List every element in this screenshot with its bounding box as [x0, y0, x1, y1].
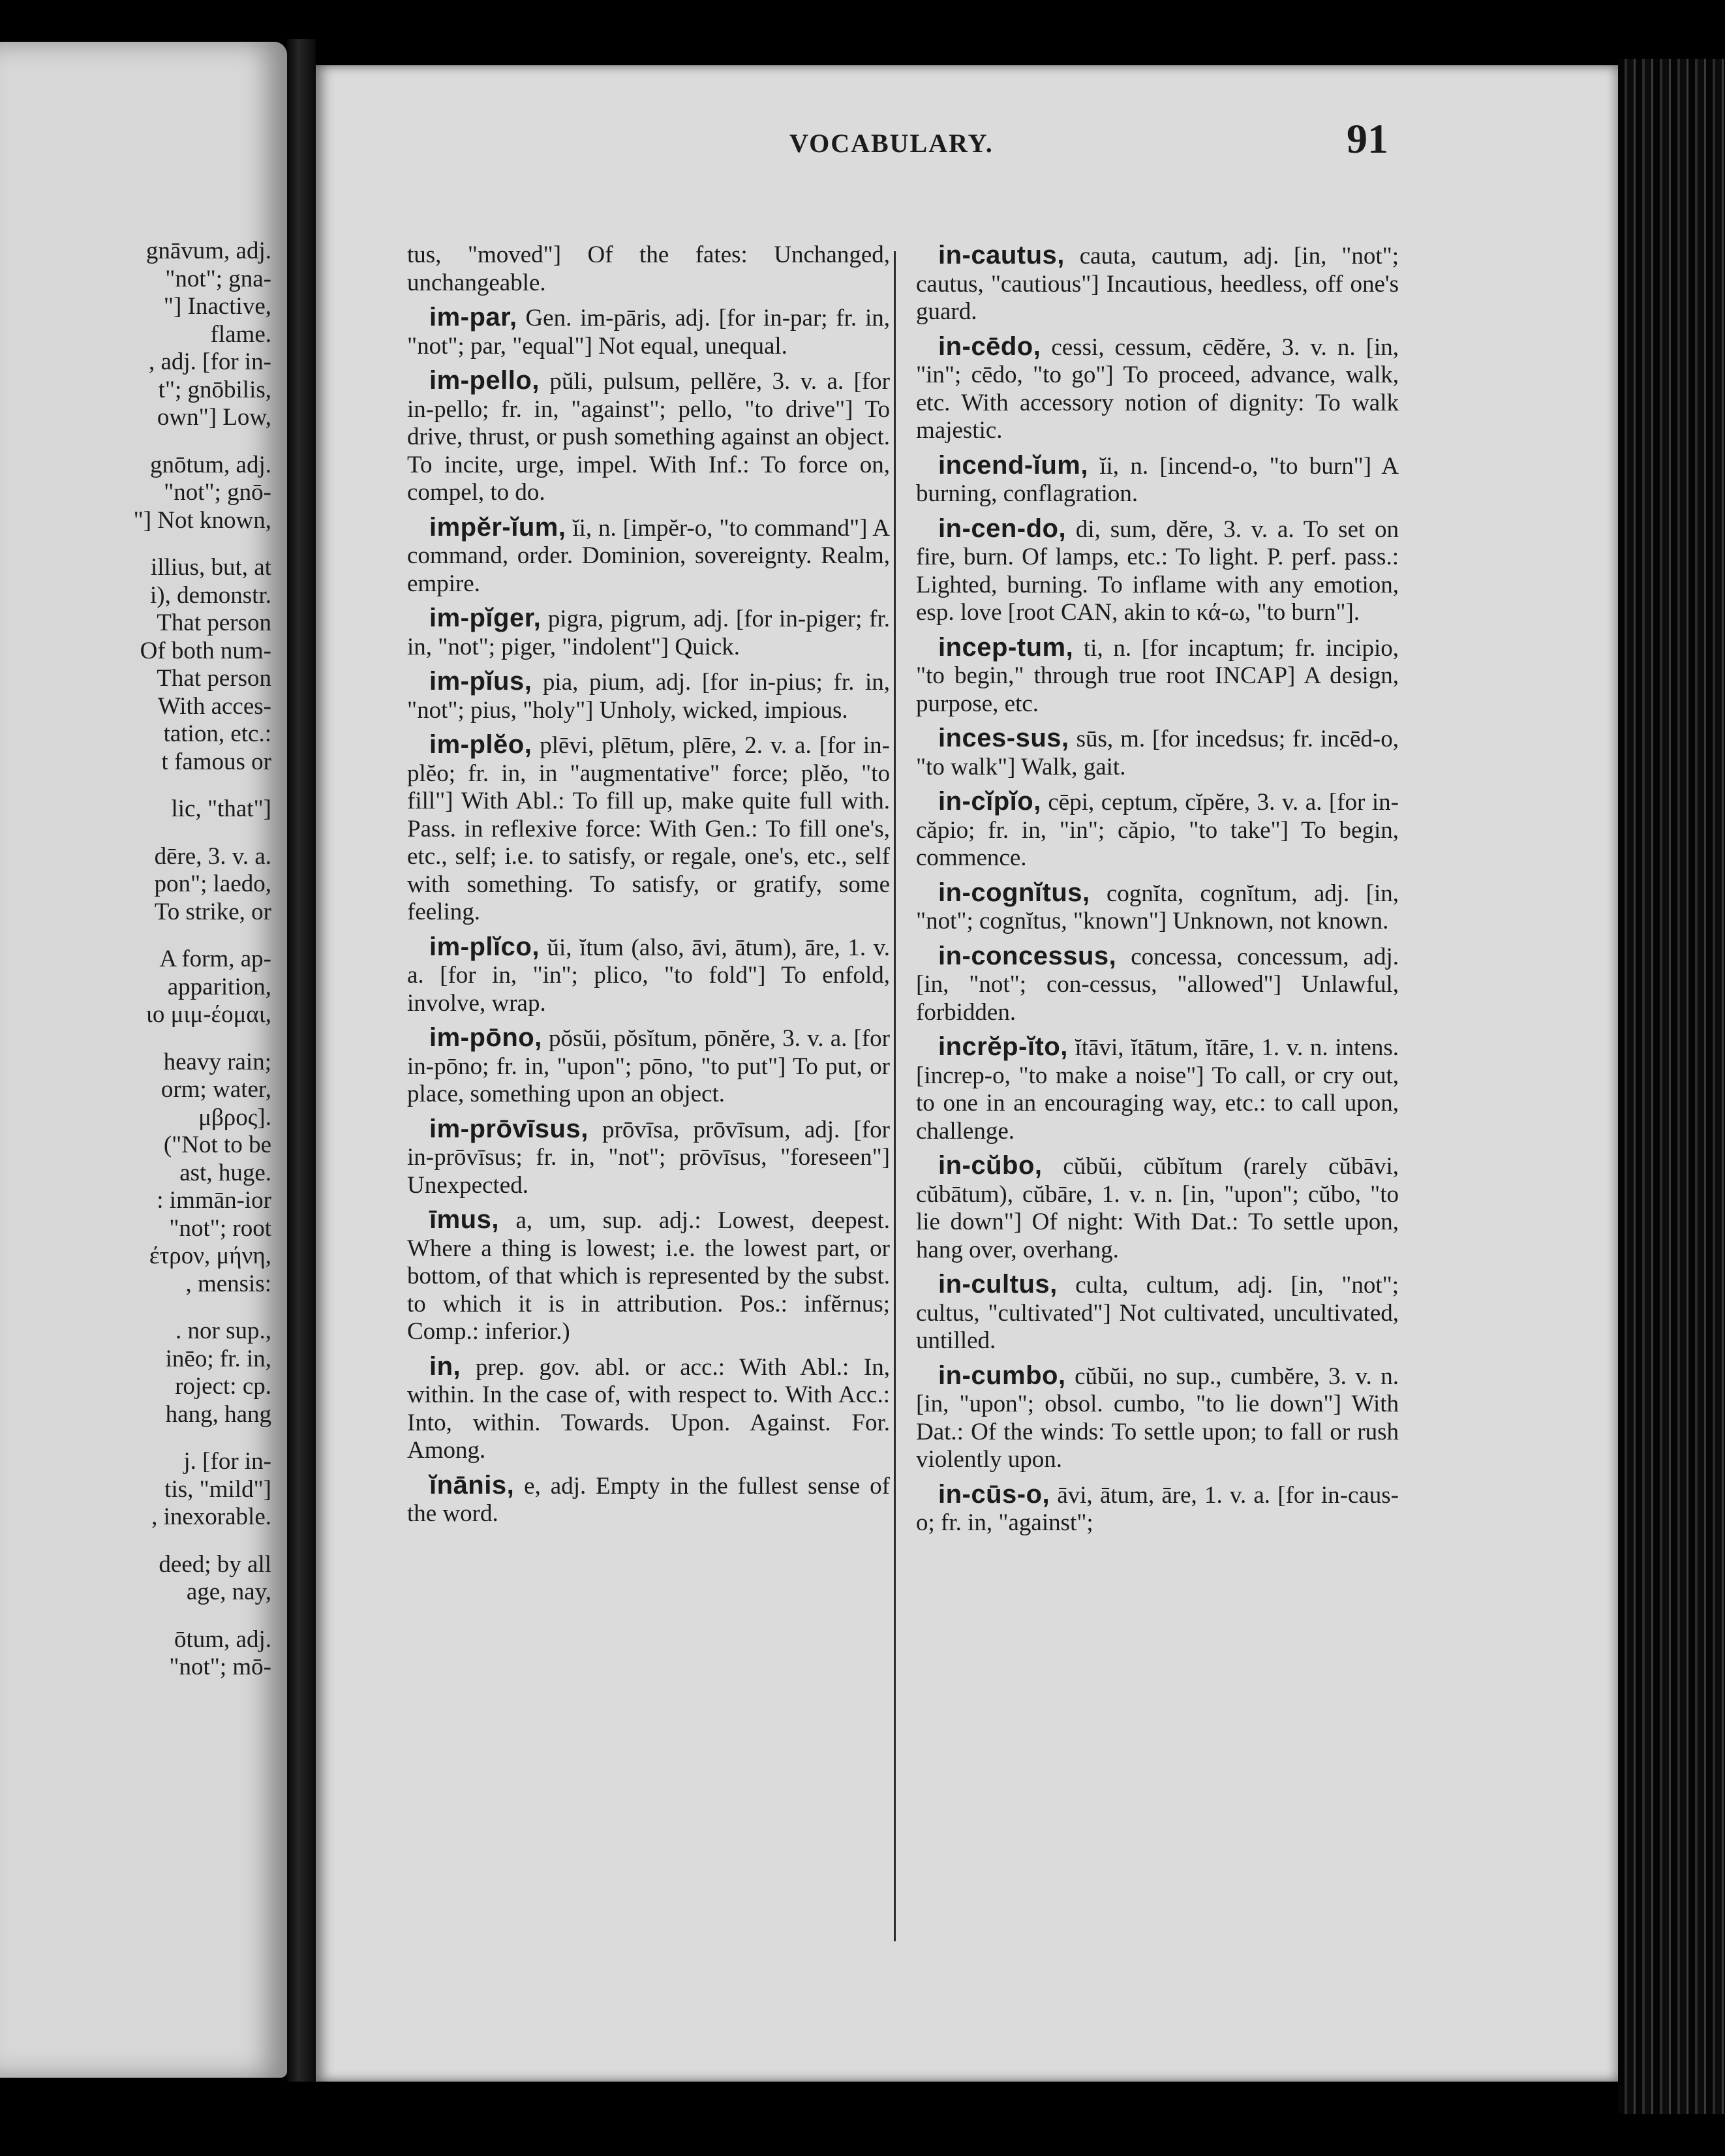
left-page-line: ("Not to be — [163, 1132, 271, 1158]
entry-definition: tus, "moved"] Of the fates: Unchanged, unchangeable. — [407, 241, 890, 296]
left-page-line: "not"; gna- — [165, 265, 271, 292]
left-page-line: flame. — [210, 320, 271, 348]
left-page-text — [0, 238, 271, 1682]
dictionary-entry — [407, 933, 890, 1018]
left-page-line: gnāvum, adj. — [145, 238, 271, 264]
left-page-line: Of both num- — [140, 637, 271, 664]
dictionary-entry — [407, 303, 890, 360]
dictionary-entry — [407, 1024, 890, 1109]
dictionary-entry — [407, 1115, 890, 1200]
left-page-line: , mensis: — [185, 1270, 271, 1297]
entry-headword: in-cŭbo, — [938, 1151, 1043, 1180]
left-page-line — [0, 926, 271, 946]
left-page-line: orm; water, — [160, 1076, 271, 1103]
dictionary-entry — [407, 604, 890, 661]
entry-headword: in-cautus, — [938, 241, 1065, 270]
left-page-line: roject: cp. — [175, 1373, 271, 1400]
entry-headword: im-pĭus, — [429, 667, 532, 696]
dictionary-entry — [916, 879, 1399, 936]
left-page-line: . nor sup., — [176, 1317, 271, 1344]
left-page-line: inēo; fr. in, — [165, 1345, 271, 1372]
dictionary-entry — [407, 1471, 890, 1528]
entry-headword: in, — [429, 1351, 461, 1381]
dictionary-entry — [407, 1353, 890, 1465]
left-page-line: "not"; gnō- — [164, 479, 271, 506]
left-page-line: pon"; laedo, — [154, 870, 271, 897]
dictionary-entry — [407, 668, 890, 724]
entry-definition: prōvīsa, prōvīsum, adj. [for in-prōvīsus; fr. in, "not"; prōvīsus, "foreseen"] Unexpected. — [407, 1116, 891, 1199]
entry-headword: im-plĕo, — [429, 730, 532, 759]
left-page-line: With acces- — [157, 692, 271, 720]
left-page-line: dēre, 3. v. a. — [154, 842, 271, 870]
entry-definition: cognĭta, cognĭtum, adj. [in, "not"; cognĭtus, "known"] Unknown, not known. — [916, 880, 1399, 934]
entry-headword: incep-tum, — [938, 632, 1074, 662]
dictionary-entry — [916, 634, 1399, 718]
left-page-line: t"; gnōbilis, — [158, 376, 271, 403]
entry-headword: im-pōno, — [429, 1023, 542, 1052]
left-page-line: ast, huge. — [179, 1159, 271, 1186]
entry-headword: in-cen-do, — [938, 514, 1067, 543]
entry-definition: cessi, cessum, cēdĕre, 3. v. n. [in, "in"; cēdo, "to go"] To proceed, advance, walk, etc. With accessory notion of dignity: To walk majestic. — [916, 333, 1399, 444]
dictionary-entry — [407, 1206, 890, 1346]
left-page-line: own"] Low, — [157, 404, 271, 431]
left-page-line: tis, "mild"] — [164, 1475, 271, 1503]
left-page-line: That person — [157, 609, 271, 636]
left-page-line: illius, but, at — [151, 554, 271, 581]
left-page-line: ōtum, adj. — [174, 1625, 271, 1653]
left-page-line: "not"; mō- — [169, 1654, 271, 1680]
left-page-line: That person — [157, 665, 271, 692]
dictionary-entry — [916, 1481, 1399, 1537]
left-page-line: age, nay, — [186, 1578, 271, 1605]
left-page-line: heavy rain; — [163, 1048, 271, 1075]
entry-headword: im-par, — [429, 303, 517, 331]
entry-headword: im-plĭco, — [429, 932, 540, 961]
left-page-line: ιο μιμ-έομαι, — [145, 1001, 271, 1028]
left-page-line: deed; by all — [159, 1550, 271, 1578]
left-column — [407, 241, 890, 1535]
entry-headword: incend-ĭum, — [938, 450, 1088, 480]
entry-headword: im-pĭger, — [429, 604, 542, 632]
page-edges — [1618, 59, 1725, 2114]
dictionary-entry — [916, 1362, 1399, 1474]
entry-definition: pigra, pigrum, adj. [for in-piger; fr. in, "not"; piger, "indolent"] Quick. — [407, 606, 890, 660]
entry-definition: cŭbŭi, no sup., cumbĕre, 3. v. n. [in, "upon"; obsol. cumbo, "to lie down"] With Dat.: Of the winds: To settle upon; to fall or rush violently upon. — [916, 1363, 1399, 1473]
entry-definition: pŭli, pulsum, pellĕre, 3. v. a. [for in-pello; fr. in, "against"; pello, "to drive"] To drive, thrust, or push something against an object. To incite, urge, impel. With Inf.: To force on, compel, to do. — [407, 368, 891, 506]
left-page-line: μβρος]. — [198, 1103, 271, 1131]
entry-definition: ŭi, ĭtum (also, āvi, ātum), āre, 1. v. a. [for in, "in"; plico, "to fold"] To enfold, involve, wrap. — [407, 934, 890, 1017]
left-page-line: apparition, — [167, 973, 271, 1000]
left-page-line: "not"; root — [169, 1214, 271, 1242]
left-page-line — [0, 1298, 271, 1317]
entry-definition: cēpi, ceptum, cĭpĕre, 3. v. a. [for in-căpio; fr. in, "in"; căpio, "to take"] To begin, commence. — [916, 789, 1399, 871]
left-page-line: tation, etc.: — [163, 720, 271, 747]
dictionary-entry — [916, 942, 1399, 1027]
left-page-line — [0, 776, 271, 795]
entry-headword: in-cĭpĭo, — [938, 787, 1041, 816]
entry-definition: e, adj. Empty in the fullest sense of the word. — [407, 1472, 890, 1527]
entry-definition: concessa, concessum, adj. [in, "not"; con-cessus, "allowed"] Unlawful, forbidden. — [916, 943, 1399, 1026]
dictionary-entry — [916, 788, 1399, 872]
left-page-line — [0, 1607, 271, 1626]
left-page-line: lic, "that"] — [171, 795, 271, 822]
left-page-line: A form, ap- — [159, 946, 271, 972]
dictionary-entry — [407, 367, 890, 507]
entry-headword: in-cumbo, — [938, 1361, 1066, 1390]
dictionary-entry — [916, 1152, 1399, 1264]
left-page-line — [0, 534, 271, 554]
entry-headword: im-prōvīsus, — [429, 1114, 588, 1143]
entry-definition: āvi, ātum, āre, 1. v. a. [for in-caus-o; fr. in, "against"; — [916, 1481, 1399, 1536]
left-page-line: To strike, or — [154, 898, 271, 925]
entry-headword: in-cultus, — [938, 1270, 1058, 1299]
right-column — [916, 241, 1399, 1544]
dictionary-entry — [916, 1033, 1399, 1145]
entry-definition: pŏsŭi, pŏsĭtum, pōnĕre, 3. v. a. [for in-pōno; fr. in, "upon"; pōno, "to put"] To put, or place, something upon an object. — [407, 1025, 890, 1107]
left-page-line: "] Not known, — [133, 506, 271, 534]
left-page-line: t famous or — [161, 748, 271, 775]
entry-headword: in-cognĭtus, — [938, 878, 1090, 907]
left-page-line: i), demonstr. — [149, 581, 271, 609]
entry-definition: pia, pium, adj. [for in-pius; fr. in, "not"; pius, "holy"] Unholy, wicked, impious. — [407, 669, 890, 724]
left-page-line — [0, 1532, 271, 1551]
dictionary-entry — [407, 731, 890, 927]
entry-definition: sūs, m. [for incedsus; fr. incēd-o, "to walk"] Walk, gait. — [916, 726, 1399, 780]
entry-definition: ti, n. [for incaptum; fr. incipio, "to begin," through true root INCAP] A design, purpose, etc. — [916, 634, 1399, 717]
left-page-line: hang, hang — [165, 1400, 271, 1428]
left-page-line: j. [for in- — [183, 1448, 271, 1475]
entry-headword: inces-sus, — [938, 724, 1069, 752]
left-page-line: , inexorable. — [151, 1503, 271, 1530]
dictionary-entry — [407, 241, 890, 297]
left-page — [0, 42, 287, 2078]
dictionary-entry — [916, 241, 1399, 326]
entry-headword: in-concessus, — [938, 941, 1117, 970]
page-number: 91 — [1347, 116, 1388, 162]
entry-definition: ĭtāvi, ĭtātum, ĭtāre, 1. v. n. intens. [increp-o, "to make a noise"] To call, or cry out, to one in an encouraging way, etc.: to call upon, challenge. — [916, 1034, 1399, 1145]
entry-headword: in-cēdo, — [938, 331, 1041, 361]
entry-definition: plēvi, plētum, plēre, 2. v. a. [for in-plĕo; fr. in, in "augmentative" force; plĕo, "to fill"] With Abl.: To fill up, make quite full with. Pass. in reflexive force: With Gen.: To fill one's, etc., self; i.e. to satisfy, or regale, one's, etc., self with something. To satisfy, or gratify, some feeling. — [407, 732, 890, 925]
entry-headword: im-pello, — [429, 366, 540, 395]
entry-definition: cŭbŭi, cŭbĭtum (rarely cŭbāvi, cŭbātum), cŭbāre, 1. v. n. [in, "upon"; cŭbo, "to lie down"] Of night: With Dat.: To settle upon, hang over, overhang. — [916, 1153, 1399, 1263]
entry-headword: īmus, — [429, 1205, 499, 1234]
book-gutter — [287, 39, 316, 2082]
left-page-line — [0, 1428, 271, 1448]
dictionary-entry — [916, 1270, 1399, 1355]
entry-definition: Gen. im-pāris, adj. [for in-par; fr. in, "not"; par, "equal"] Not equal, unequal. — [407, 305, 890, 360]
dictionary-entry — [916, 724, 1399, 781]
entry-headword: in-cūs-o, — [938, 1479, 1050, 1509]
dictionary-entry — [407, 514, 890, 598]
entry-definition: cauta, cautum, adj. [in, "not"; cautus, "cautious"] Incautious, heedless, off one's guard. — [916, 243, 1399, 325]
dictionary-entry — [916, 515, 1399, 627]
running-head: VOCABULARY. — [789, 129, 994, 158]
left-page-line: gnōtum, adj. — [149, 451, 271, 478]
left-page-line — [0, 1029, 271, 1049]
dictionary-entry — [916, 333, 1399, 445]
left-page-line — [0, 432, 271, 452]
entry-definition: culta, cultum, adj. [in, "not"; cultus, "cultivated"] Not cultivated, uncultivated, untilled. — [916, 1272, 1399, 1354]
column-divider — [894, 251, 896, 1941]
entry-definition: ĭi, n. [impĕr-o, "to command"] A command, order. Dominion, sovereignty. Realm, empire. — [407, 514, 891, 597]
left-page-line — [0, 824, 271, 843]
entry-definition: a, um, sup. adj.: Lowest, deepest. Where a thing is lowest; i.e. the lowest part, or bottom, of that which is represented by the subst. to which it is in attribution. Pos.: infĕrnus; Comp.: inferior.) — [407, 1207, 891, 1345]
entry-definition: ĭi, n. [incend-o, "to burn"] A burning, conflagration. — [916, 452, 1399, 507]
entry-headword: impĕr-ĭum, — [429, 512, 566, 542]
left-page-line: : immān-ior — [157, 1187, 271, 1214]
left-page-line: "] Inactive, — [163, 293, 271, 320]
dictionary-entry — [916, 452, 1399, 508]
entry-definition: prep. gov. abl. or acc.: With Abl.: In, within. In the case of, with respect to. With Acc.: Into, within. Towards. Upon. Against. For. Among. — [407, 1353, 891, 1464]
right-page — [316, 65, 1618, 2082]
entry-headword: ĭnānis, — [429, 1470, 515, 1500]
left-page-line: , adj. [for in- — [148, 348, 271, 375]
left-page-line: έτρον, μήνη, — [149, 1242, 271, 1269]
entry-headword: incrĕp-ĭto, — [938, 1032, 1068, 1061]
entry-definition: di, sum, dĕre, 3. v. a. To set on fire, burn. Of lamps, etc.: To light. P. perf. pass.: Lighted, burning. To inflame with any emotion, esp. love [root CAN, akin to κά-ω, "to burn"]. — [916, 516, 1399, 626]
